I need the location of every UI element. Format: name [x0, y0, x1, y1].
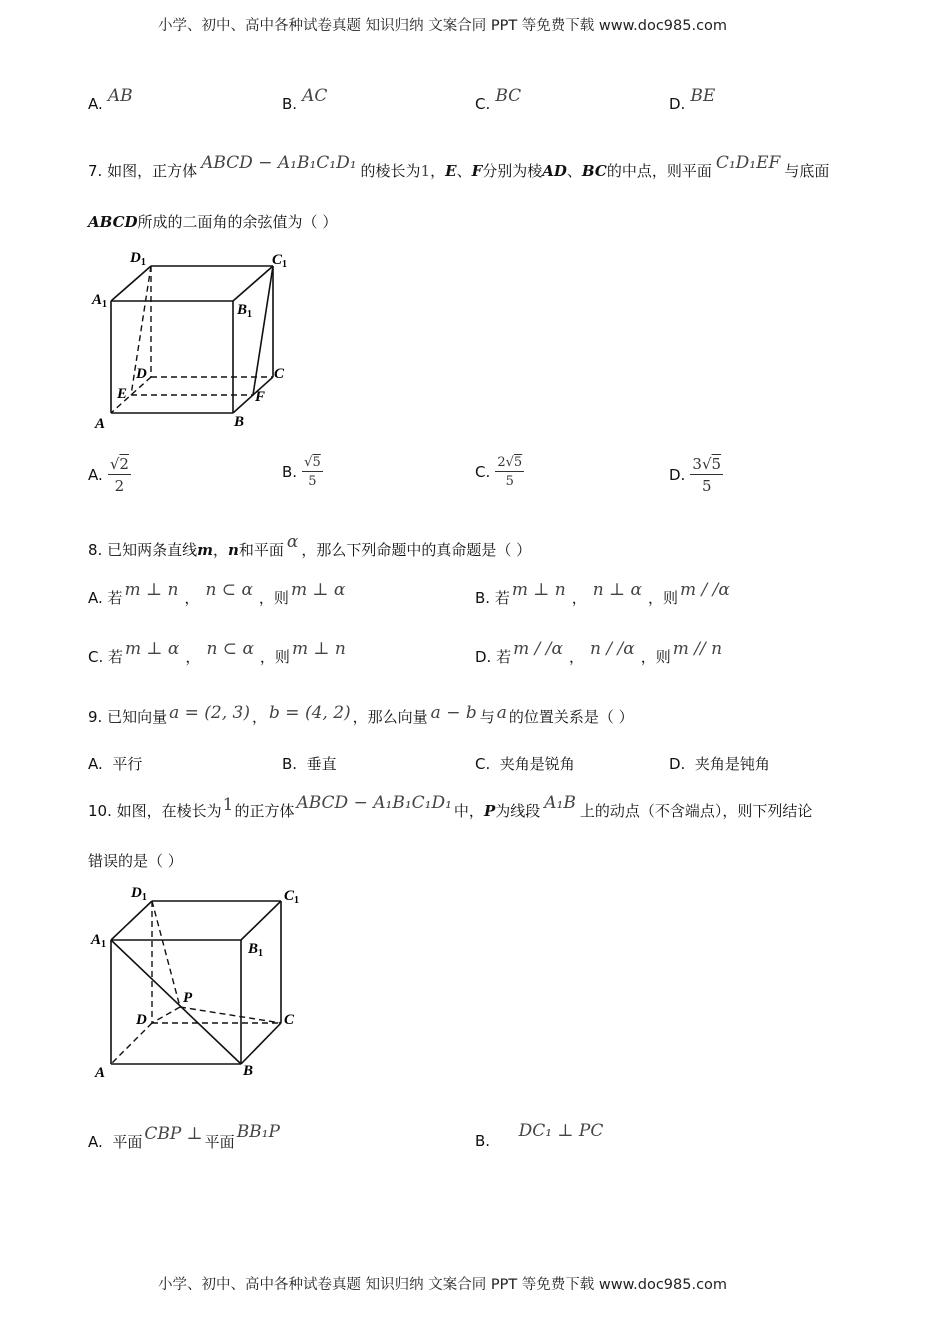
label-p: P — [183, 990, 193, 1006]
option-label: B. — [475, 1132, 491, 1150]
q9-stem — [88, 703, 634, 727]
label-d1: $D_1$ — [130, 250, 146, 268]
q6-option-c[interactable] — [475, 86, 522, 114]
option-text: 平行 — [112, 755, 143, 773]
fraction: $\frac{3√5}{5}$ — [692, 455, 722, 495]
conclusion: m / /α — [679, 580, 730, 600]
option-label: C. 若 — [88, 648, 124, 666]
label-d: D — [136, 1012, 147, 1028]
text: ， — [184, 589, 200, 607]
text: 、 — [566, 162, 582, 180]
option-label: A. — [88, 755, 103, 773]
math: DC₁ ⊥ PC — [518, 1121, 604, 1141]
page-header: 小学、初中、高中各种试卷真题 知识归纳 文案合同 PPT 等免费下载 www.doc985.com — [158, 18, 728, 34]
text: ， — [568, 648, 584, 666]
q10-option-a[interactable] — [88, 1122, 280, 1152]
q8-stem — [88, 532, 532, 560]
option-label: D. — [669, 95, 686, 113]
option-math: BE — [690, 86, 716, 106]
text: 与 — [479, 708, 495, 726]
q8-option-a[interactable] — [88, 580, 346, 608]
edge-ad: AD — [542, 162, 567, 180]
text: 、 — [456, 162, 472, 180]
option-text: 垂直 — [306, 755, 337, 773]
text: 10. 如图，在棱长为 — [88, 802, 222, 820]
label-c: C — [284, 1012, 295, 1028]
option-math: AC — [302, 86, 328, 106]
plane-alpha: α — [286, 532, 299, 552]
q8-option-b[interactable] — [475, 580, 730, 608]
text: ，那么向量 — [352, 708, 428, 726]
base-abcd: ABCD — [88, 213, 138, 231]
option-label: B. — [282, 755, 298, 773]
edge-length: 1 — [222, 795, 234, 815]
page-footer: 小学、初中、高中各种试卷真题 知识归纳 文案合同 PPT 等免费下载 www.doc985.com — [158, 1277, 728, 1293]
text: ，则 — [647, 589, 678, 607]
point-f: F — [471, 162, 483, 180]
option-label: B. — [282, 95, 298, 113]
condition: m ⊥ α — [125, 639, 180, 659]
option-label: B. — [282, 463, 298, 481]
fraction: $\frac{√5}{5}$ — [304, 455, 321, 489]
q10-stem-line1 — [88, 793, 813, 821]
condition: m ⊥ n — [511, 580, 566, 600]
q9-option-d[interactable] — [669, 753, 770, 774]
label-b: B — [234, 414, 245, 430]
text: 的棱长为 — [360, 162, 421, 180]
label-a: A — [95, 1065, 106, 1081]
label-d: D — [136, 366, 147, 382]
q6-option-b[interactable] — [282, 86, 328, 114]
option-label: C. — [475, 755, 491, 773]
option-label: D. — [669, 466, 686, 484]
plane-c1d1ef: C₁D₁EF — [715, 153, 781, 173]
q10-stem-line2: 错误的是（ ） — [88, 852, 183, 870]
option-label: A. — [88, 466, 103, 484]
label-a1: $A_1$ — [92, 292, 108, 310]
text: ， — [252, 708, 268, 726]
label-c: C — [274, 366, 285, 382]
vector-b: b = (4, 2) — [269, 703, 351, 723]
q7-option-c[interactable] — [475, 455, 524, 489]
text: ， — [571, 589, 587, 607]
q9-option-a[interactable] — [88, 753, 142, 774]
fraction: $\frac{√2}{2}$ — [109, 455, 129, 495]
text: 9. 已知向量 — [88, 708, 168, 726]
point-p: P — [483, 802, 496, 820]
q9-option-b[interactable] — [282, 753, 337, 774]
label-c1: $C_1$ — [272, 252, 288, 270]
q7-number: 7. 如图，正方体 — [88, 162, 198, 180]
label-f: F — [255, 389, 266, 405]
label-a: A — [95, 416, 106, 432]
label-c1: $C_1$ — [284, 888, 300, 906]
text: 所成的二面角的余弦值为（ ） — [137, 213, 338, 231]
text: 平面 — [112, 1133, 143, 1151]
vector-a: a = (2, 3) — [169, 703, 250, 723]
text: 平面 — [204, 1133, 235, 1151]
condition: m ⊥ n — [124, 580, 179, 600]
option-math: BC — [495, 86, 522, 106]
segment-a1b: A₁B — [544, 793, 576, 813]
q8-option-c[interactable] — [88, 639, 346, 667]
option-text: 夹角是钝角 — [694, 755, 770, 773]
q7-option-d[interactable] — [669, 455, 723, 495]
vector-a: a — [496, 703, 507, 723]
text: 分别为棱 — [482, 162, 543, 180]
math: CBP ⊥ — [144, 1124, 203, 1144]
label-b1: $B_1$ — [248, 941, 264, 959]
q8-option-d[interactable] — [475, 639, 723, 667]
q7-cube-name: ABCD − A₁B₁C₁D₁ — [201, 153, 357, 173]
option-text: 夹角是锐角 — [499, 755, 575, 773]
fraction: $\frac{2√5}{5}$ — [497, 455, 523, 489]
point-e: E — [445, 162, 457, 180]
label-d1: $D_1$ — [131, 885, 147, 903]
option-label: D. 若 — [475, 648, 512, 666]
text: 与底面 — [784, 162, 830, 180]
line-n: n — [227, 541, 239, 559]
text: 为线段 — [495, 802, 541, 820]
text: ， — [185, 648, 201, 666]
text: ，则 — [258, 589, 289, 607]
option-label: A. 若 — [88, 589, 123, 607]
condition: n ⊥ α — [592, 580, 642, 600]
label-b1: $B_1$ — [237, 302, 253, 320]
vector-a-minus-b: a − b — [430, 703, 477, 723]
condition: n / /α — [589, 639, 635, 659]
conclusion: m ⊥ α — [290, 580, 346, 600]
edge-length: 1 — [420, 162, 431, 180]
q10-option-b[interactable] — [475, 1121, 604, 1151]
option-label: A. — [88, 1133, 103, 1151]
option-label: C. — [475, 463, 491, 481]
q7-stem-line1 — [88, 153, 830, 181]
text: ，则 — [640, 648, 671, 666]
condition: n ⊂ α — [206, 639, 254, 659]
q7-cube-figure — [86, 246, 306, 436]
condition: n ⊂ α — [205, 580, 253, 600]
q9-option-c[interactable] — [475, 753, 575, 774]
q7-stem-line2 — [88, 211, 337, 232]
q10-cube-figure — [86, 878, 316, 1083]
option-label: B. 若 — [475, 589, 510, 607]
math: BB₁P — [236, 1122, 280, 1142]
label-a1: $A_1$ — [91, 932, 107, 950]
label-b: B — [243, 1063, 254, 1079]
text: 和平面 — [238, 541, 284, 559]
text: 中， — [453, 802, 484, 820]
edge-bc: BC — [581, 162, 607, 180]
q6-option-a[interactable] — [88, 86, 133, 114]
label-e: E — [117, 386, 128, 402]
text: ， — [430, 162, 446, 180]
option-label: D. — [669, 755, 686, 773]
text: 的中点，则平面 — [606, 162, 712, 180]
option-math: AB — [107, 86, 133, 106]
option-label: C. — [475, 95, 491, 113]
conclusion: m ⊥ n — [291, 639, 346, 659]
text: 8. 已知两条直线 — [88, 541, 198, 559]
text: ， — [212, 541, 228, 559]
text: 的正方体 — [234, 802, 295, 820]
q7-option-b[interactable] — [282, 455, 323, 489]
condition: m / /α — [513, 639, 563, 659]
text: ，则 — [259, 648, 290, 666]
conclusion: m // n — [672, 639, 723, 659]
q7-option-a[interactable] — [88, 455, 131, 495]
text: 的位置关系是（ ） — [508, 708, 634, 726]
line-m: m — [197, 541, 213, 559]
text: ，那么下列命题中的真命题是（ ） — [301, 541, 532, 559]
q6-option-d[interactable] — [669, 86, 716, 114]
text: 上的动点（不含端点），则下列结论 — [579, 802, 813, 820]
option-label: A. — [88, 95, 103, 113]
q10-cube-name: ABCD − A₁B₁C₁D₁ — [296, 793, 452, 813]
